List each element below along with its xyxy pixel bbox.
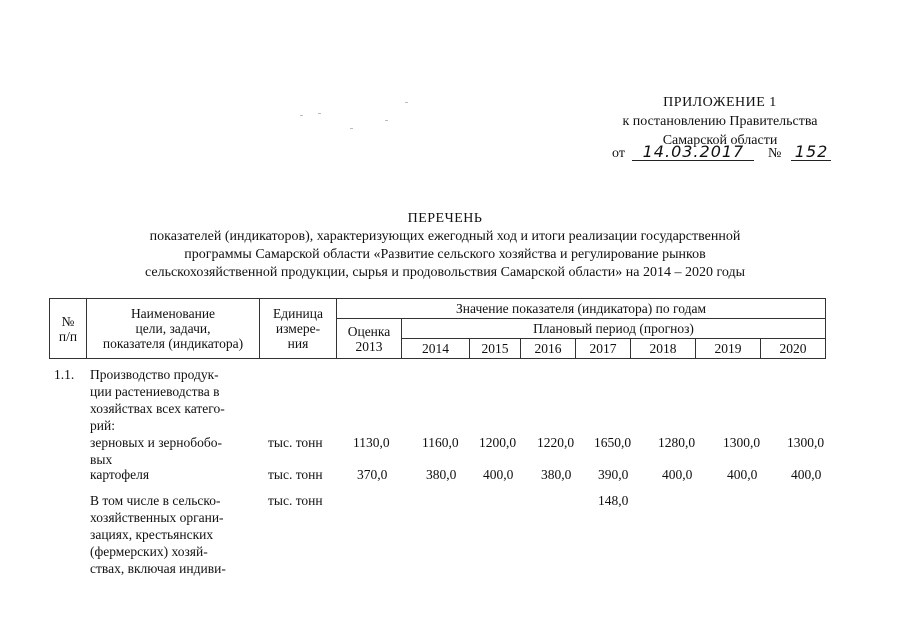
year-2015: 2015 [470,339,521,359]
section-line-3: хозяйствах всех катего- [90,401,225,416]
potato-2016: 380,0 [541,467,572,482]
grain-2014: 1160,0 [422,435,459,450]
col-name-line-1: Наименование [130,306,216,321]
incl-line-5: ствах, включая индиви- [90,561,226,576]
heading-title: ПЕРЕЧЕНЬ [407,211,483,226]
potato-2013: 370,0 [357,467,388,482]
year-2016: 2016 [521,339,576,359]
incl-line-4: (фермерских) хозяй- [90,544,208,559]
potato-2017: 390,0 [598,467,629,482]
grain-2013: 1130,0 [353,435,390,450]
heading-line-2: программы Самарской области «Развитие сельского хозяйства и регулирование рынков [184,247,706,262]
year-2017: 2017 [576,339,631,359]
plan-period-header: Плановый период (прогноз) [402,319,826,339]
grain-label-2: вых [90,452,113,467]
year-2014: 2014 [402,339,470,359]
potato-unit: тыс. тонн [268,467,323,482]
appendix-line-2: Самарской области [662,133,778,148]
estimate-label: Оценка [347,323,391,339]
decree-date: 14.03.2017 [632,144,754,161]
grain-2018: 1280,0 [658,435,696,450]
section-line-1: Производство продук- [90,367,219,382]
grain-label-1: зерновых и зернобобо- [90,435,223,450]
col-unit-line-1: Единица [272,306,323,321]
col-number-line-1: № [61,313,75,329]
section-line-4: рий: [90,418,115,433]
incl-unit: тыс. тонн [268,493,323,508]
estimate-year: 2013 [355,338,383,354]
incl-line-2: хозяйственных органи- [90,510,224,525]
potato-2019: 400,0 [727,467,758,482]
potato-2015: 400,0 [483,467,514,482]
heading-line-3: сельскохозяйственной продукции, сырья и продовольствия Самарской области» на 2014 – 2020 годы [145,265,745,280]
values-by-year-header: Значение показателя (индикатора) по годам [337,299,826,319]
col-name-line-3: показателя (индикатора) [102,336,244,351]
col-unit-line-3: ния [287,336,309,351]
col-unit-line-2: измере- [275,321,321,336]
potato-label: картофеля [90,467,150,482]
col-name-line-2: цели, задачи, [135,321,211,336]
potato-2014: 380,0 [426,467,457,482]
year-2018: 2018 [631,339,696,359]
heading-line-1: показателей (индикаторов), характеризующих ежегодный ход и итоги реализации государственной [149,229,741,244]
section-line-2: ции растениеводства в [90,384,220,399]
incl-line-3: зациях, крестьянских [90,527,214,542]
year-2019: 2019 [696,339,761,359]
grain-unit: тыс. тонн [268,435,323,450]
section-number: 1.1. [54,367,75,382]
grain-2019: 1300,0 [723,435,761,450]
number-prefix: № [767,146,782,161]
potato-2020: 400,0 [791,467,822,482]
potato-2018: 400,0 [662,467,693,482]
date-prefix: от [612,146,625,161]
grain-2016: 1220,0 [537,435,575,450]
grain-2020: 1300,0 [787,435,825,450]
incl-line-1: В том числе в сельско- [90,493,221,508]
appendix-title: ПРИЛОЖЕНИЕ 1 [663,95,777,110]
year-2020: 2020 [761,339,826,359]
decree-number: 152 [791,144,831,161]
grain-2015: 1200,0 [479,435,517,450]
col-number-line-2: п/п [58,328,78,344]
appendix-line-1: к постановлению Правительства [622,114,818,129]
incl-2017: 148,0 [598,493,629,508]
grain-2017: 1650,0 [594,435,632,450]
